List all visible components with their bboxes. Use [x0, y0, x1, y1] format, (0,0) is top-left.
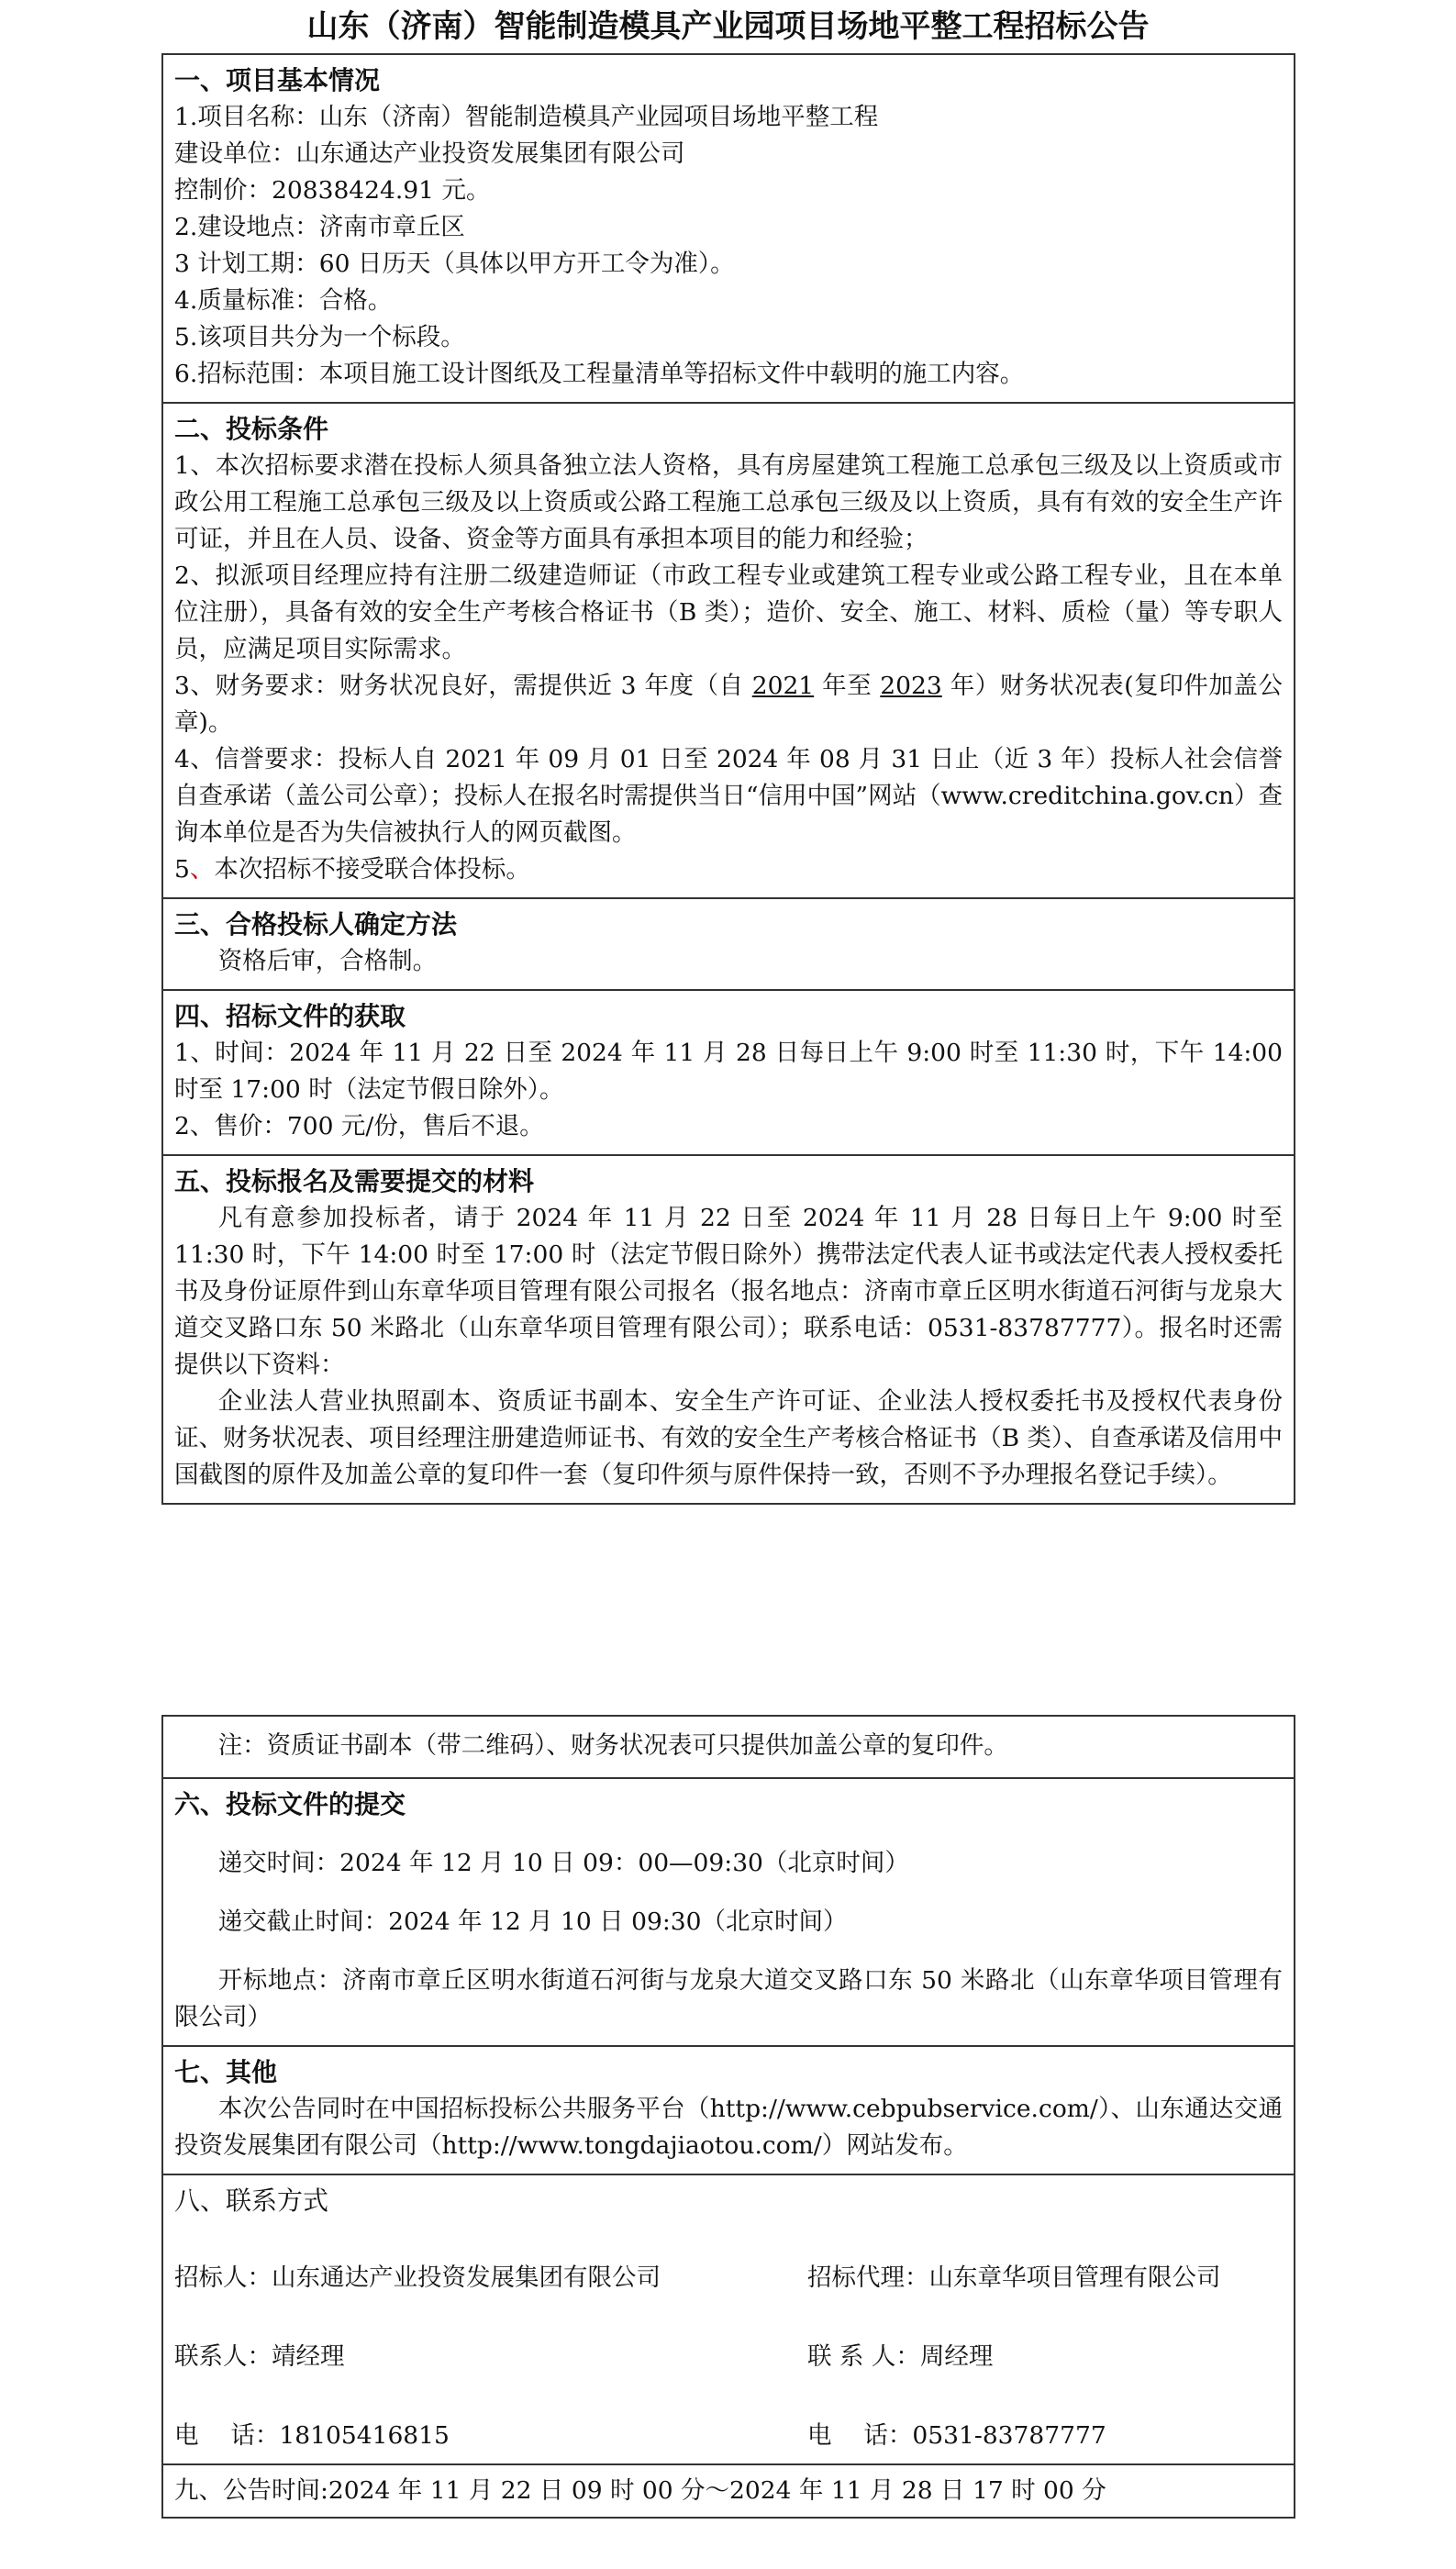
announce-time: 九、公告时间:2024 年 11 月 22 日 09 时 00 分～2024 年 11 月 28 日 17 时 00 分 — [174, 2476, 1106, 2505]
qualification-method: 资格后审，合格制。 — [217, 947, 438, 975]
condition-1: 1、本次招标要求潜在投标人须具备独立法人资格，具有房屋建筑工程施工总承包三级及以上资质或市政公用工程施工总承包三级及以上资质或公路工程施工总承包三级及以上资质，具有有效的安全生产许可证，并且在人员、设备、资金等方面具有承担本项目的能力和经验； — [174, 451, 1283, 553]
tenderer-contact: 联系人：靖经理 — [174, 2342, 345, 2371]
section-conditions — [163, 402, 1294, 897]
section-qualification — [163, 897, 1294, 989]
section-heading: 八、联系方式 — [174, 2185, 329, 2216]
control-price: 控制价：20838424.91 元。 — [174, 176, 491, 205]
agent: 招标代理：山东章华项目管理有限公司 — [807, 2263, 1221, 2292]
duration: 3 计划工期：60 日历天（具体以甲方开工令为准）。 — [174, 250, 735, 278]
contact-phones — [174, 2418, 1283, 2454]
obtain-time: 1、时间：2024 年 11 月 22 日至 2024 年 11 月 28 日每日上午 9:00 时至 11:30 时，下午 14:00 时至 17:00 时（法定节假日除外）。 — [174, 1039, 1283, 1104]
section-contact — [163, 2174, 1294, 2463]
quality: 4.质量标准：合格。 — [174, 286, 393, 315]
section-basic-info — [163, 55, 1294, 402]
document-title: 山东（济南）智能制造模具产业园项目场地平整工程招标公告 — [306, 8, 1150, 45]
condition-3-text-c: 年）财务状况表(复印件加盖公章)。 — [174, 672, 1283, 737]
submit-deadline: 递交截止时间：2024 年 12 月 10 日 09:30（北京时间） — [217, 1907, 848, 1936]
submit-time: 递交时间：2024 年 12 月 10 日 09：00—09:30（北京时间） — [217, 1849, 909, 1877]
condition-5-text: 本次招标不接受联合体投标。 — [214, 855, 530, 884]
condition-3 — [174, 668, 1283, 741]
section-heading: 三、合格投标人确定方法 — [174, 909, 458, 940]
section-registration — [163, 1154, 1294, 1503]
section-other — [163, 2045, 1294, 2174]
other-text: 本次公告同时在中国招标投标公共服务平台（http://www.cebpubservice.com/）、山东通达交通投资发展集团有限公司（http://www.tongdajiaotou.com/）网站发布。 — [174, 2095, 1283, 2160]
agent-phone: 电 话：0531-83787777 — [807, 2421, 1106, 2450]
opening-location: 开标地点：济南市章丘区明水街道石河街与龙泉大道交叉路口东 50 米路北（山东章华项目管理有限公司） — [174, 1966, 1283, 2031]
scope: 6.招标范围：本项目施工设计图纸及工程量清单等招标文件中载明的施工内容。 — [174, 360, 1025, 388]
sections: 5.该项目共分为一个标段。 — [174, 323, 465, 351]
condition-3-year-start: 2021 — [751, 672, 815, 700]
condition-5-mark: 、 — [189, 855, 215, 884]
main-table — [161, 53, 1295, 1505]
section-heading: 七、其他 — [174, 2057, 278, 2087]
registration-materials: 企业法人营业执照副本、资质证书副本、安全生产许可证、企业法人授权委托书及授权代表身份证、财务状况表、项目经理注册建造师证书、有效的安全生产考核合格证书（B 类）、自查承诺及信用中国截图的原件及加盖公章的复印件一套（复印件须与原件保持一致，否则不予办理报名登记手续）。 — [174, 1387, 1283, 1489]
section-heading: 四、招标文件的获取 — [174, 1001, 406, 1031]
condition-4: 4、信誉要求：投标人自 2021 年 09 月 01 日至 2024 年 08 月 31 日止（近 3 年）投标人社会信誉自查承诺（盖公司公章）；投标人在报名时需提供当日“信用中国”网站（www.creditchina.gov.cn）查询本单位是否为失信被执行人的网页截图。 — [174, 745, 1283, 847]
condition-2: 2、拟派项目经理应持有注册二级建造师证（市政工程专业或建筑工程专业或公路工程专业，且在本单位注册），具备有效的安全生产考核合格证书（B 类）；造价、安全、施工、材料、质检（量）等专职人员，应满足项目实际需求。 — [174, 562, 1283, 663]
section-submission — [163, 1777, 1294, 2045]
contact-persons — [174, 2339, 1283, 2375]
section-heading: 六、投标文件的提交 — [174, 1789, 406, 1819]
section-heading: 二、投标条件 — [174, 414, 329, 444]
section-announce-time — [163, 2463, 1294, 2517]
tenderer-phone: 电 话：18105416815 — [174, 2421, 450, 2450]
section-heading: 五、投标报名及需要提交的材料 — [174, 1166, 535, 1196]
condition-5-number: 5 — [174, 855, 190, 884]
condition-5 — [174, 851, 1283, 888]
location: 2.建设地点：济南市章丘区 — [174, 213, 465, 241]
second-table — [161, 1715, 1295, 2519]
note-row — [163, 1717, 1294, 1777]
registration-text: 凡有意参加投标者，请于 2024 年 11 月 22 日至 2024 年 11 月 28 日每日上午 9:00 时至 11:30 时，下午 14:00 时至 17:00 时（法定节假日除外）携带法定代表人证书或法定代表人授权委托书及身份证原件到山东章华项目管理有限公司报名（报名地点：济南市章丘区明水街道石河街与龙泉大道交叉路口东 50 米路北（山东章华项目管理有限公司）；联系电话：0531-83787777）。报名时还需提供以下资料： — [174, 1204, 1283, 1379]
price: 2、售价：700 元/份，售后不退。 — [174, 1112, 544, 1140]
agent-contact: 联 系 人：周经理 — [807, 2342, 994, 2371]
condition-3-text-b: 年至 — [814, 672, 881, 700]
note-text: 注：资质证书副本（带二维码）、财务状况表可只提供加盖公章的复印件。 — [217, 1731, 1008, 1760]
section-heading: 一、项目基本情况 — [174, 65, 381, 95]
condition-3-year-end: 2023 — [880, 672, 942, 700]
contact-parties — [174, 2260, 1283, 2297]
condition-3-text-a: 3、财务要求：财务状况良好，需提供近 3 年度（自 — [174, 672, 752, 700]
section-obtain-docs — [163, 989, 1294, 1154]
builder: 建设单位：山东通达产业投资发展集团有限公司 — [174, 139, 685, 168]
tenderer: 招标人：山东通达产业投资发展集团有限公司 — [174, 2263, 661, 2292]
project-name: 1.项目名称：山东（济南）智能制造模具产业园项目场地平整工程 — [174, 103, 879, 131]
